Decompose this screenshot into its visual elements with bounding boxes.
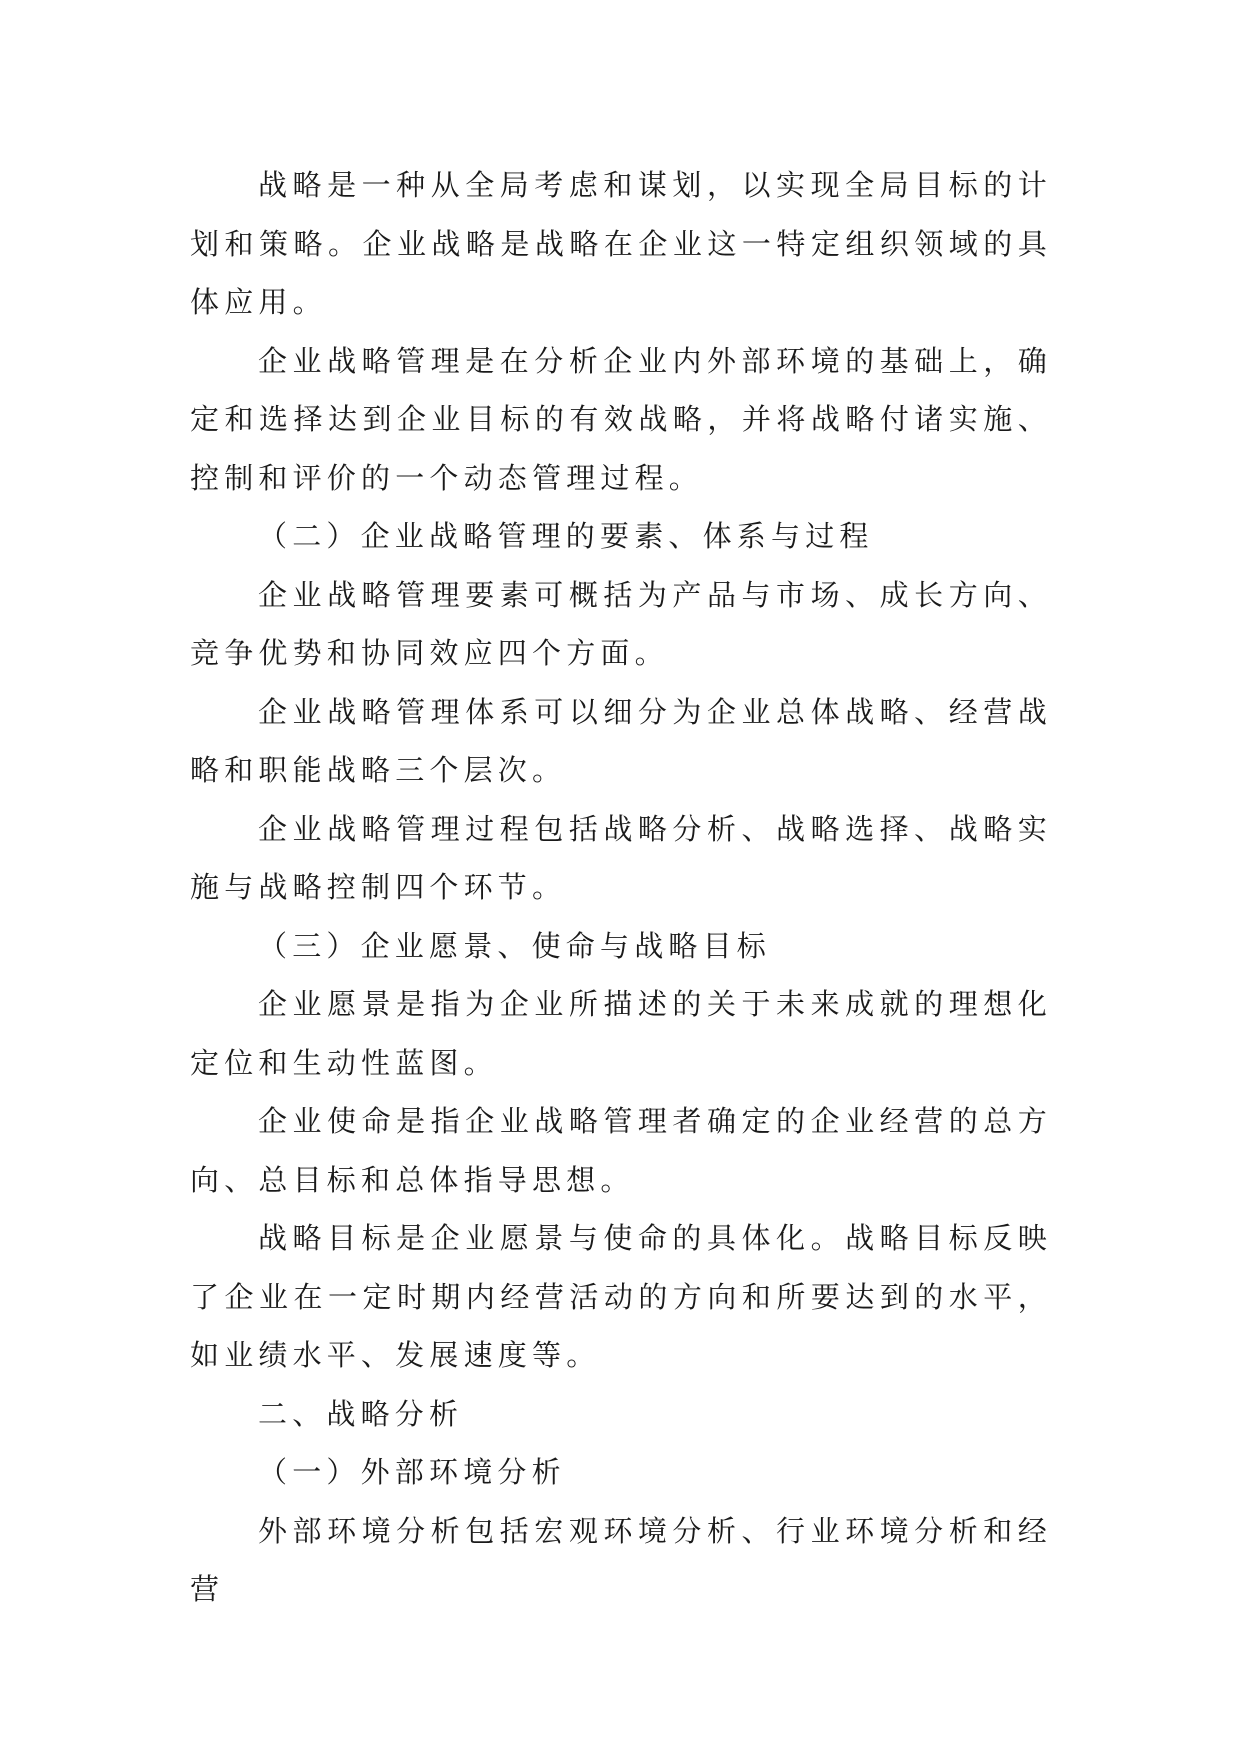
section-heading-elements-system-process: （二）企业战略管理的要素、体系与过程 [258, 519, 874, 553]
paragraph-strategic-goals: 战略目标是企业愿景与使命的具体化。战略目标反映了企业在一定时期内经营活动的方向和所要达到的水平，如业绩水平、发展速度等。 [190, 1221, 1052, 1372]
paragraph-management-process: 企业战略管理过程包括战略分析、战略选择、战略实施与战略控制四个环节。 [190, 811, 1052, 904]
paragraph-vision: 企业愿景是指为企业所描述的关于未来成就的理想化定位和生动性蓝图。 [190, 987, 1052, 1080]
paragraph-management-elements: 企业战略管理要素可概括为产品与市场、成长方向、竞争优势和协同效应四个方面。 [190, 577, 1052, 670]
document-body [190, 156, 1052, 1619]
paragraph-strategy-definition: 战略是一种从全局考虑和谋划，以实现全局目标的计划和策略。企业战略是战略在企业这一特定组织领域的具体应用。 [190, 168, 1052, 319]
chapter-heading-strategic-analysis: 二、战略分析 [258, 1396, 464, 1431]
paragraph-strategic-management-definition: 企业战略管理是在分析企业内外部环境的基础上，确定和选择达到企业目标的有效战略，并将战略付诸实施、控制和评价的一个动态管理过程。 [190, 343, 1052, 495]
paragraph-management-system: 企业战略管理体系可以细分为企业总体战略、经营战略和职能战略三个层次。 [190, 694, 1052, 787]
section-heading-vision-mission-goals: （三）企业愿景、使命与战略目标 [258, 928, 772, 963]
paragraph-mission: 企业使命是指企业战略管理者确定的企业经营的总方向、总目标和总体指导思想。 [190, 1104, 1052, 1197]
paragraph-external-environment: 外部环境分析包括宏观环境分析、行业环境分析和经营 [190, 1513, 1052, 1606]
section-heading-external-environment: （一）外部环境分析 [258, 1455, 566, 1489]
